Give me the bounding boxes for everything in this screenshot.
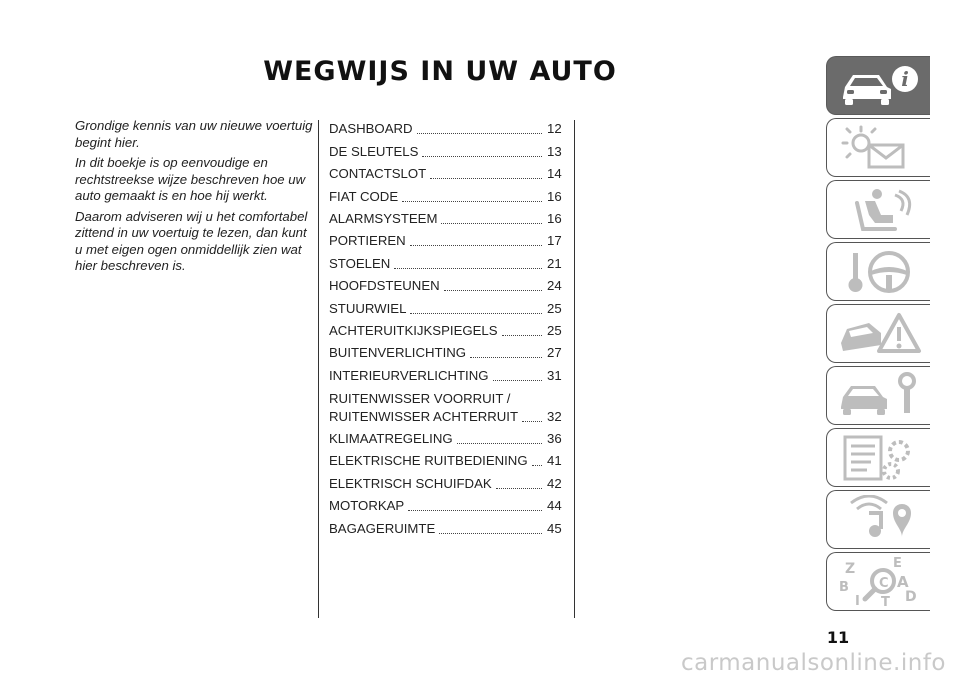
toc-entry[interactable] xyxy=(329,428,561,448)
toc-entry[interactable] xyxy=(329,118,561,138)
toc-label: MOTORKAP xyxy=(329,498,405,514)
emergency-triangle-icon xyxy=(835,309,923,359)
toc-page-number: 14 xyxy=(547,166,562,182)
toc-entry[interactable] xyxy=(329,517,561,537)
toc-leader xyxy=(444,290,542,291)
page-title: WEGWIJS IN UW AUTO xyxy=(263,56,617,87)
intro-text xyxy=(75,118,315,279)
page-number: 11 xyxy=(826,628,850,647)
toc-page-number: 44 xyxy=(547,498,562,514)
car-wrench-icon xyxy=(835,371,923,421)
chapter-tabs xyxy=(826,56,930,614)
svg-text:i: i xyxy=(900,66,909,91)
index-letter: D xyxy=(904,588,917,605)
chapter-tab-maintenance[interactable] xyxy=(826,366,930,425)
toc-leader xyxy=(522,421,542,422)
toc-entry[interactable] xyxy=(329,450,561,470)
toc-leader xyxy=(493,380,543,381)
toc-entry[interactable] xyxy=(329,495,561,515)
chapter-tab-multimedia[interactable] xyxy=(826,490,930,549)
toc-entry[interactable] xyxy=(329,472,561,492)
toc-entry[interactable] xyxy=(329,163,561,183)
toc-label: STUURWIEL xyxy=(329,300,407,316)
index-letter: C xyxy=(878,575,889,591)
toc-page-number: 24 xyxy=(547,278,562,294)
toc-label: STOELEN xyxy=(329,255,391,271)
toc-page-number: 32 xyxy=(547,408,562,424)
toc-page-number: 25 xyxy=(547,300,562,316)
toc-page-number: 27 xyxy=(547,345,562,361)
index-letter: T xyxy=(880,594,890,607)
toc-label: DASHBOARD xyxy=(329,121,413,137)
index-letter: E xyxy=(892,556,902,571)
chapter-tab-emergency[interactable] xyxy=(826,304,930,363)
toc-page-number: 16 xyxy=(547,188,562,204)
key-steering-wheel-icon xyxy=(835,247,923,297)
alphabetical-index-icon xyxy=(835,557,923,607)
toc-page-number: 21 xyxy=(547,255,562,271)
toc-leader xyxy=(410,245,542,246)
toc-label: DE SLEUTELS xyxy=(329,143,419,159)
toc-leader xyxy=(439,533,542,534)
toc-leader xyxy=(532,465,542,466)
chapter-tab-warning-lights[interactable] xyxy=(826,118,930,177)
toc-entry[interactable] xyxy=(329,185,561,205)
toc-label: ELEKTRISCH SCHUIFDAK xyxy=(329,475,492,491)
toc-label: KLIMAATREGELING xyxy=(329,431,453,447)
toc-label: RUITENWISSER VOORRUIT / RUITENWISSER ACHTERRUIT xyxy=(329,390,519,424)
toc-entry[interactable] xyxy=(329,364,561,384)
toc-entry[interactable] xyxy=(329,342,561,362)
toc-entry[interactable] xyxy=(329,208,561,228)
toc-leader xyxy=(410,313,542,314)
chapter-tab-starting-driving[interactable] xyxy=(826,242,930,301)
toc-entry[interactable] xyxy=(329,297,561,317)
music-navigation-icon xyxy=(835,495,923,545)
toc-leader xyxy=(394,268,542,269)
toc-leader xyxy=(422,156,542,157)
toc-label: PORTIEREN xyxy=(329,233,406,249)
toc-entry[interactable] xyxy=(329,140,561,160)
toc-entry[interactable] xyxy=(329,230,561,250)
toc-leader xyxy=(441,223,542,224)
column-divider-right xyxy=(574,120,575,618)
toc-page-number: 31 xyxy=(547,367,562,383)
toc-entry[interactable] xyxy=(329,275,561,295)
chapter-tab-car-info[interactable] xyxy=(826,56,930,115)
toc-label: INTERIEURVERLICHTING xyxy=(329,367,489,383)
toc-leader xyxy=(457,443,542,444)
toc-entry[interactable] xyxy=(329,252,561,272)
chapter-tab-index[interactable] xyxy=(826,552,930,611)
chapter-tab-technical-data[interactable] xyxy=(826,428,930,487)
toc-leader xyxy=(496,488,542,489)
toc-label: FIAT CODE xyxy=(329,188,399,204)
toc-entry[interactable] xyxy=(329,320,561,340)
intro-paragraph: Daarom adviseren wij u het comfortabel zittend in uw voertuig te lezen, dan kunt u met eigen ogen onmiddellijk zien wat hier beschreven is. xyxy=(75,208,308,273)
toc-entry[interactable] xyxy=(329,387,561,426)
toc-page-number: 42 xyxy=(547,475,562,491)
toc-label: ALARMSYSTEEM xyxy=(329,210,438,226)
toc-page-number: 16 xyxy=(547,210,562,226)
warning-lights-message-icon xyxy=(835,123,923,173)
toc-page-number: 41 xyxy=(547,453,562,469)
toc-label: ELEKTRISCHE RUITBEDIENING xyxy=(329,453,528,469)
seat-airbag-icon xyxy=(835,185,923,235)
toc-leader xyxy=(408,510,542,511)
toc-leader xyxy=(402,201,542,202)
intro-paragraph: Grondige kennis van uw nieuwe voertuig begint hier. xyxy=(75,118,313,150)
car-info-icon xyxy=(835,61,923,111)
toc-label: BAGAGERUIMTE xyxy=(329,520,436,536)
toc-page-number: 45 xyxy=(547,520,562,536)
watermark: carmanualsonline.info xyxy=(680,650,946,676)
toc-label: HOOFDSTEUNEN xyxy=(329,278,440,294)
table-of-contents xyxy=(329,118,561,540)
chapter-tab-safety[interactable] xyxy=(826,180,930,239)
index-letter: Z xyxy=(844,560,855,577)
toc-page-number: 12 xyxy=(547,121,562,137)
toc-leader xyxy=(430,178,542,179)
intro-paragraph: In dit boekje is op eenvoudige en rechtstreekse wijze beschreven hoe uw auto gemaakt is en hoe hij werkt. xyxy=(75,155,306,203)
toc-leader xyxy=(502,335,542,336)
toc-label: BUITENVERLICHTING xyxy=(329,345,467,361)
index-letter: I xyxy=(854,593,860,607)
toc-page-number: 17 xyxy=(547,233,562,249)
toc-leader xyxy=(417,133,542,134)
toc-label: CONTACTSLOT xyxy=(329,166,427,182)
toc-leader xyxy=(470,357,542,358)
toc-page-number: 25 xyxy=(547,322,562,338)
toc-page-number: 36 xyxy=(547,431,562,447)
index-letter: B xyxy=(838,579,849,595)
index-letter: A xyxy=(896,572,909,591)
toc-page-number: 13 xyxy=(547,143,562,159)
toc-label: ACHTERUITKIJKSPIEGELS xyxy=(329,322,498,338)
document-gears-icon xyxy=(835,433,923,483)
column-divider-left xyxy=(318,120,319,618)
